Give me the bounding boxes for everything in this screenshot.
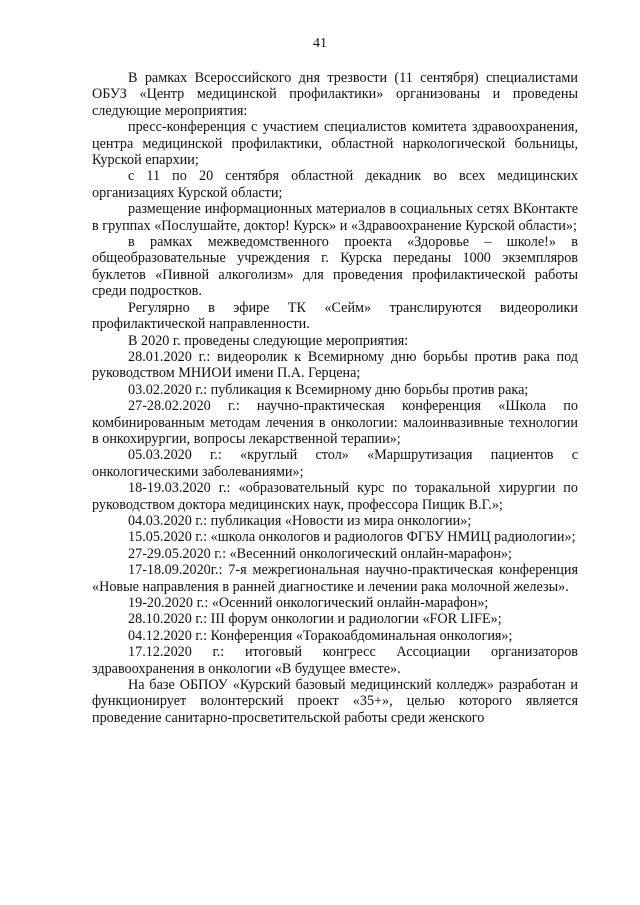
event-item: 05.03.2020 г.: «круглый стол» «Маршрутизация пациентов с онкологическими заболеваниями»; — [92, 447, 578, 480]
event-item: 28.01.2020 г.: видеоролик к Всемирному дню борьбы против рака под руководством МНИОИ имени П.А. Герцена; — [92, 348, 578, 382]
event-item: 27-29.05.2020 г.: «Весенний онкологический онлайн-марафон»; — [128, 545, 512, 562]
paragraph: В рамках Всероссийского дня трезвости (11 сентября) специалистами ОБУЗ «Центр медицинской профилактики» организованы и проведены следующие мероприятия: — [92, 70, 578, 119]
list-item: размещение информационных материалов в социальных сетях ВКонтакте в группах «Послушайте, доктор! Курск» и «Здравоохранение Курской области»; — [92, 201, 578, 234]
event-item: 18-19.03.2020 г.: «образовательный курс по торакальной хирургии по руководством доктора медицинских наук, профессора Пищик В.Г.»; — [92, 480, 578, 513]
list-item: пресс-конференция с участием специалистов комитета здравоохранения, центра медицинской профилактики, областной наркологической больницы, Курской епархии; — [92, 119, 578, 169]
paragraph: Регулярно в эфире ТК «Сейм» транслируются видеоролики профилактической направленности. — [92, 299, 578, 333]
paragraph: В 2020 г. проведены следующие мероприятия: — [128, 332, 409, 349]
document-body — [92, 70, 578, 726]
event-item: 04.12.2020 г.: Конференция «Торакоабдоминальная онкология»; — [128, 627, 513, 644]
event-item: 28.10.2020 г.: III форум онкологии и радиологии «FOR LIFE»; — [128, 611, 502, 628]
paragraph: На базе ОБПОУ «Курский базовый медицинский колледж» разработан и функционирует волонтерский проект «35+», целью которого является проведение санитарно-просветительской работы среди женского — [92, 677, 578, 726]
event-item: 17.12.2020 г.: итоговый конгресс Ассоциации организаторов здравоохранения в онкологии «В будущее вместе». — [92, 644, 578, 677]
event-item: 04.03.2020 г.: публикация «Новости из мира онкологии»; — [128, 512, 472, 529]
event-item: 19-20.2020 г.: «Осенний онкологический онлайн-марафон»; — [128, 595, 489, 611]
event-item: 15.05.2020 г.: «школа онкологов и радиологов ФГБУ НМИЦ радиологии»; — [128, 529, 576, 546]
event-item: 17-18.09.2020г.: 7-я межрегиональная научно-практическая конференция «Новые направления в ранней диагностике и лечении рака молочной железы». — [92, 562, 578, 595]
list-item: в рамках межведомственного проекта «Здоровье – школе!» в общеобразовательные учреждения г. Курска переданы 1000 экземпляров буклетов «Пивной алкоголизм» для проведения профилактической работы среди подростков. — [92, 234, 578, 300]
page-number: 41 — [313, 36, 327, 51]
list-item: с 11 по 20 сентября областной декадник во всех медицинских организациях Курской области; — [92, 168, 578, 201]
event-item: 03.02.2020 г.: публикация к Всемирному дню борьбы против рака; — [128, 381, 529, 398]
event-item: 27-28.02.2020 г.: научно-практическая конференция «Школа по комбинированным методам лечения в онкологии: малоинвазивные технологии в онкохирургии, вопросы лекарственной терапии»; — [92, 398, 578, 447]
